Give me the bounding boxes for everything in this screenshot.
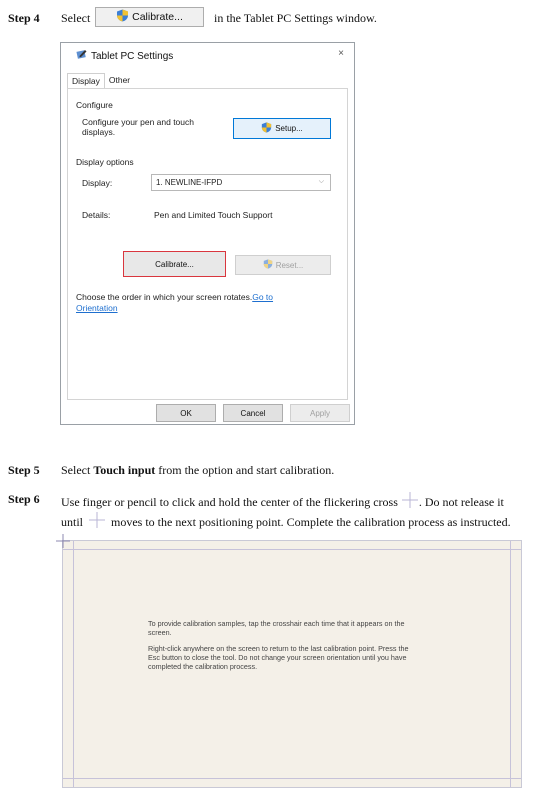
step6-line1-after: . Do not release it [418,495,504,509]
step6-line1-before: Use finger or pencil to click and hold the center of the flickering cross [61,495,398,509]
inline-calibrate-button [95,7,204,27]
orientation-link-part2: Orientation [76,303,118,313]
display-select-value: 1. NEWLINE-IFPD [156,178,223,187]
step6-line2-after: moves to the next positioning point. Complete the calibration process as instructed. [111,515,511,529]
setup-button[interactable] [233,118,331,139]
calibration-instructions [148,619,418,678]
crosshair-icon [89,512,105,532]
step4-text-after: in the Tablet PC Settings window. [214,11,377,25]
shield-icon [261,122,272,135]
orientation-text-block [76,292,341,314]
calibration-guide-bottom [63,778,521,779]
setup-button-label: Setup... [275,124,303,133]
details-label: Details: [82,210,111,220]
window-title [76,49,173,63]
calibration-guide-top [63,549,521,550]
orientation-text: Choose the order in which your screen rotates. [76,292,253,302]
shield-icon [263,259,273,271]
apply-button-label: Apply [309,408,330,418]
ok-button-label: OK [180,408,192,418]
step5-label: Step 5 [8,463,40,477]
inline-calibrate-label: Calibrate... [132,11,183,23]
close-icon[interactable]: × [338,48,344,59]
details-value: Pen and Limited Touch Support [154,210,273,220]
reset-button-label: Reset... [275,260,304,270]
step4-text-before: Select [61,11,91,25]
crosshair-icon [56,534,70,553]
cancel-button-label: Cancel [240,408,266,418]
calibrate-button[interactable] [123,251,226,277]
apply-button[interactable] [290,404,350,422]
configure-heading: Configure [76,100,113,110]
shield-icon [116,9,129,25]
step6-label: Step 6 [8,492,40,506]
step6-line1 [61,492,504,512]
step5-text [61,463,334,478]
step4-label: Step 4 [8,11,40,25]
tablet-pc-settings-icon [76,49,87,63]
calibration-instruction-2: Right-click anywhere on the screen to return to the last calibration point. Press the Esc button to close the tool. Do not change your screen orientation until you have completed the calibration process. [148,644,409,671]
step5-text-before: Select [61,463,94,477]
calibrate-button-label: Calibrate... [155,259,194,269]
configure-description: Configure your pen and touch displays. [82,117,194,137]
display-options-heading: Display options [76,157,134,167]
step6-line2 [61,512,511,532]
reset-button[interactable] [235,255,331,275]
display-tab-panel [67,88,348,400]
chevron-down-icon: ⌵ [318,178,324,185]
crosshair-icon [402,492,418,512]
display-select[interactable] [151,174,331,191]
orientation-link-part1: Go to [252,292,274,302]
step6-line2-before: until [61,515,84,529]
calibration-instruction-1: To provide calibration samples, tap the crosshair each time that it appears on the screen. [148,619,405,637]
tablet-pc-settings-window [60,42,355,425]
window-title-text: Tablet PC Settings [91,50,174,62]
tab-other[interactable]: Other [108,75,131,85]
tab-display[interactable]: Display [67,73,105,88]
calibration-guide-right [510,541,511,787]
display-label: Display: [82,178,113,188]
calibration-guide-left [73,541,74,787]
cancel-button[interactable] [223,404,283,422]
step5-bold-text: Touch input [93,463,156,477]
step5-text-after: from the option and start calibration. [155,463,335,477]
ok-button[interactable] [156,404,216,422]
